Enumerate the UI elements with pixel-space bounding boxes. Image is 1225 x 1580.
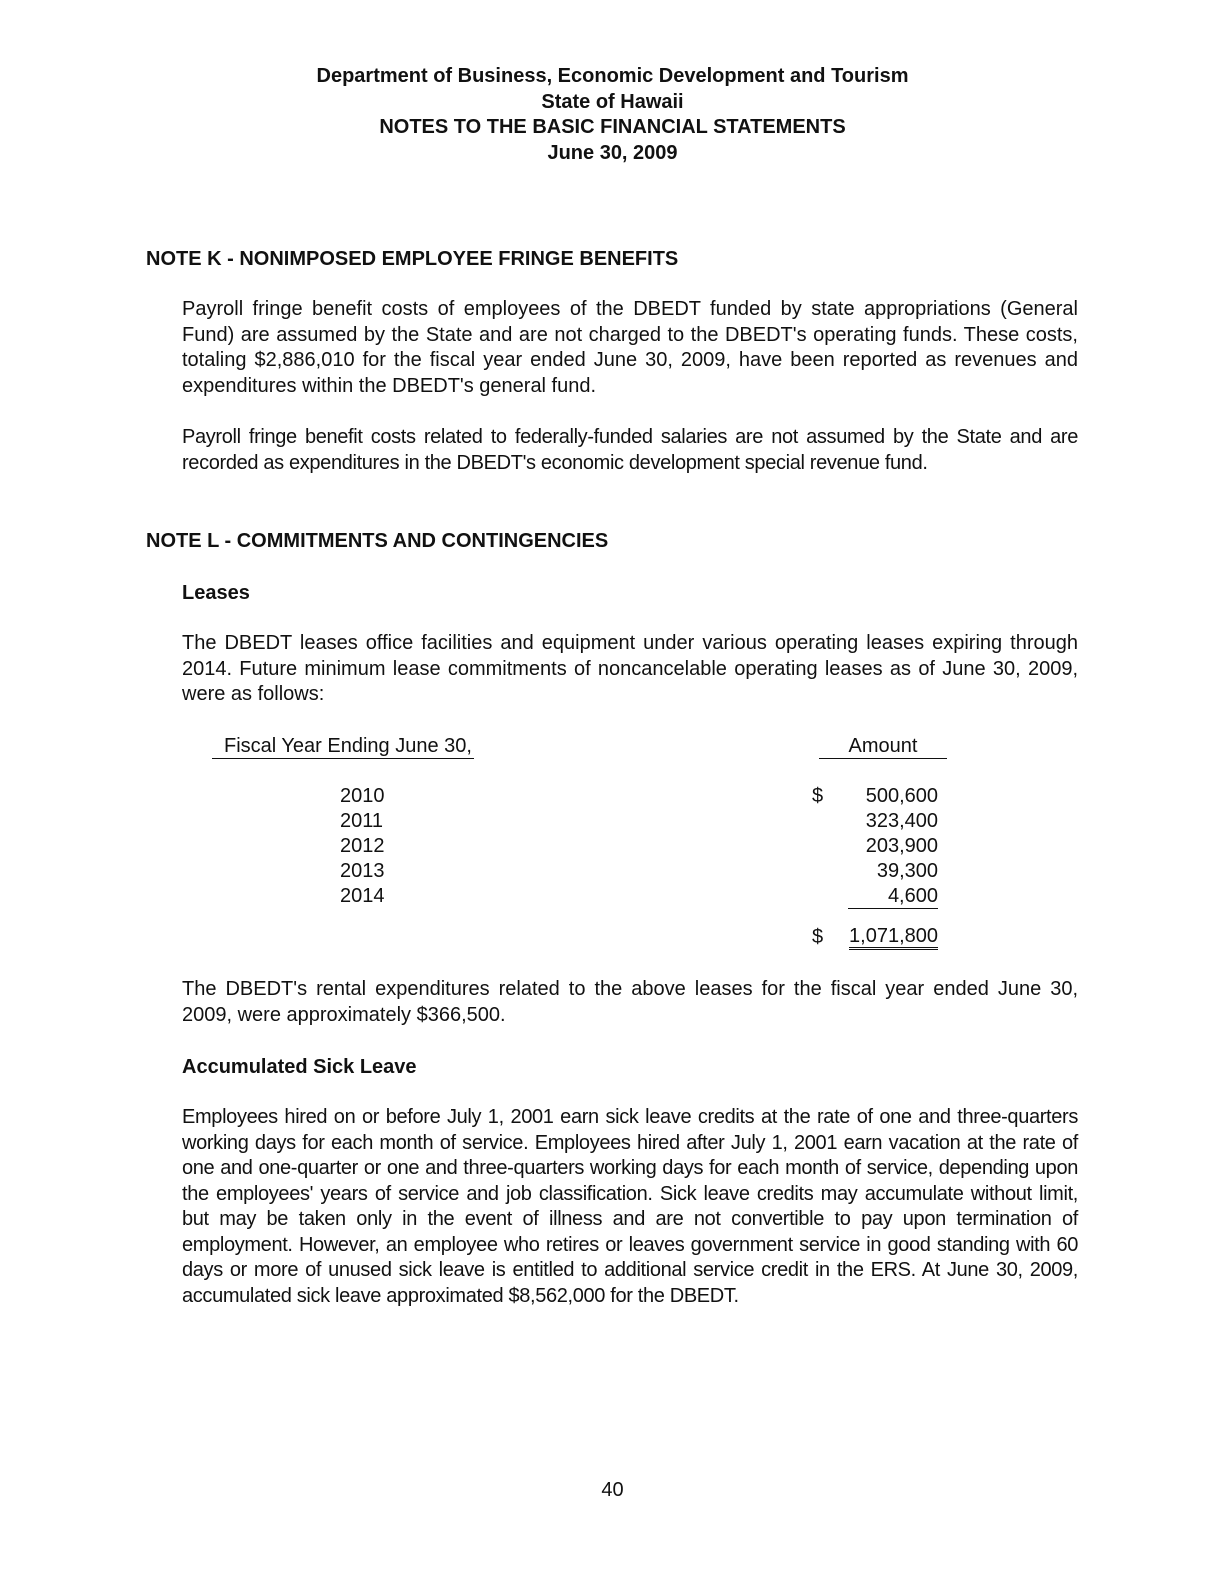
note-l-title: NOTE L - COMMITMENTS AND CONTINGENCIES [146,530,609,552]
row-year: 2014 [340,885,385,907]
note-k-title: NOTE K - NONIMPOSED EMPLOYEE FRINGE BENEFITS [146,248,679,270]
table-row [0,834,1225,859]
document-title: NOTES TO THE BASIC FINANCIAL STATEMENTS [379,116,846,138]
note-k-paragraph-1: Payroll fringe benefit costs of employees of the DBEDT funded by state appropriations (General Fund) are assumed by the State and are not charged to the DBEDT's operating funds. These costs, totaling $2,886,010 for the fiscal year ended June 30, 2009, have been reported as revenues and expenditures within the DBEDT's general fund. [182,298,1078,397]
row-amount: 500,600 [865,785,938,807]
note-k-paragraph-2: Payroll fringe benefit costs related to federally-funded salaries are not assumed by the State and are recorded as expenditures in the DBEDT's economic development special revenue fund. [182,426,1078,474]
sick-leave-heading: Accumulated Sick Leave [182,1056,417,1078]
rental-expenditures-paragraph: The DBEDT's rental expenditures related to the above leases for the fiscal year ended June 30, 2009, were approximately $366,500. [182,978,1078,1026]
table-row [0,784,1225,809]
row-amount: 39,300 [876,860,938,882]
row-amount: 323,400 [865,810,938,832]
row-year: 2010 [340,785,385,807]
page-number: 40 [601,1479,624,1501]
row-year: 2011 [340,810,384,832]
row-amount: 4,600 [848,884,938,909]
column-header-fiscal-year: Fiscal Year Ending June 30, [212,734,474,759]
row-year: 2013 [340,860,385,882]
total-amount: 1,071,800 [849,925,938,950]
row-amount: 203,900 [865,835,938,857]
table-row [0,884,1225,909]
table-total-row [0,925,1225,950]
table-row [0,859,1225,884]
currency-symbol: $ [812,926,824,948]
currency-symbol: $ [812,785,824,807]
row-year: 2012 [340,835,385,857]
agency-name: Department of Business, Economic Development and Tourism [316,65,909,87]
document-date: June 30, 2009 [547,141,678,164]
sick-leave-paragraph: Employees hired on or before July 1, 2001 earn sick leave credits at the rate of one and three-quarters working days for each month of service. Employees hired after July 1, 2001 earn vacation at the rate of one and one-quarter or one and three-quarters working days for each month of service, depending upon the employees' years of service and job classification. Sick leave credits may accumulate without limit, but may be taken only in the event of illness and are not convertible to pay upon termination of employment. However, an employee who retires or leaves government service in good standing with 60 days or more of unused sick leave is entitled to additional service credit in the ERS. At June 30, 2009, accumulated sick leave approximated $8,562,000 for the DBEDT. [182,1106,1078,1307]
table-row [0,809,1225,834]
column-header-amount: Amount [819,734,947,759]
state-name: State of Hawaii [541,90,684,113]
document-header [0,64,1225,166]
leases-heading: Leases [182,582,250,604]
leases-intro-paragraph: The DBEDT leases office facilities and equipment under various operating leases expiring through 2014. Future minimum lease commitments of noncancelable operating leases as of June 30, 2009, were as follows: [182,632,1078,705]
